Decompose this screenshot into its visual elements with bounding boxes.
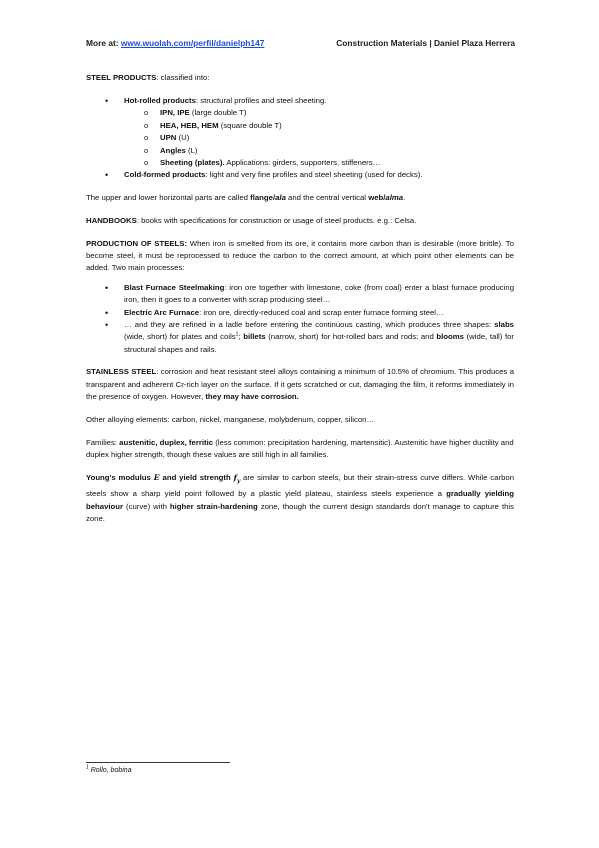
list-item: • … and they are refined in a ladle before entering the continuous casting, which produces three shapes: slabs (wide, short) for plates and coils$^1$; billets (narrow, short) for hot-rolled bars and rods; and blooms (wide, tall) for structural shapes and rails. [86, 319, 514, 356]
flange-paragraph: The upper and lower horizontal parts are called flange/ala and the central vertical web/alma. [86, 192, 406, 202]
list-item: • Blast Furnace Steelmaking: iron ore together with limestone, coke (from coal) enter a blast furnace producing iron, then it goes to a converter with scrap producing steel… [86, 282, 514, 307]
sub-list-item: o HEA, HEB, HEM (square double T) [86, 120, 514, 132]
main-content [86, 72, 514, 536]
footnote [86, 764, 132, 774]
production-paragraph: PRODUCTION OF STEELS: When iron is smelted from its ore, it contains more carbon than is desirable (more brittle). To become steel, it must be reprocessed to reduce the carbon to the correct amount, at which point other elements can be added. Two main processes: [86, 238, 514, 273]
families-paragraph: Families: austenitic, duplex, ferritic (less common: precipitation hardening, martensitic). Austenitic have higher ductility and duplex higher strength, though these values are still high in all families. [86, 437, 514, 460]
sub-list-item: o Angles (L) [86, 145, 514, 157]
alloying-paragraph: Other alloying elements: carbon, nickel, manganese, molybdenum, copper, silicon… [86, 414, 375, 424]
list-item: • Electric Arc Furnace: iron ore, directly-reduced coal and scrap enter furnace forming steel… [86, 307, 514, 319]
sub-list-item: o Sheeting (plates). Applications: girders, supporters, stiffeners… [86, 157, 514, 169]
page-header [86, 38, 515, 48]
youngs-paragraph: Young's modulus E and yield strength $f_y$ are similar to carbon steels, but their strain-stress curve differs. While carbon steels show a sharp yield point followed by a plastic yield plateau, stainless steels experience a gradually yielding behaviour (curve) with higher strain-hardening zone, though the current design standards don't manage to capture this zone. [86, 473, 515, 523]
header-title: Construction Materials | Daniel Plaza Herrera [336, 38, 515, 48]
more-at-label: More at: [86, 38, 121, 48]
footnote-divider [86, 762, 230, 763]
sub-list-item: o IPN, IPE (large double T) [86, 107, 514, 119]
footnote-text: Rollo, bobina [88, 767, 132, 774]
footnote-ref[interactable]: 1 [235, 331, 239, 338]
handbooks-paragraph: HANDBOOKS: books with specifications for construction or usage of steel products. e.g.: Celsa. [86, 215, 417, 225]
list-item: • Hot-rolled products: structural profiles and steel sheeting. [86, 95, 514, 107]
steel-products-list [86, 95, 514, 182]
profile-link[interactable]: www.wuolah.com/perfil/danielph147 [120, 38, 265, 48]
stainless-paragraph: STAINLESS STEEL: corrosion and heat resistant steel alloys containing a minimum of 10.5% of chromium. This produces a transparent and adherent Cr-rich layer on the surface. If it gets scratched or cut, damaging the film, it reforms immediately in the presence of oxygen. However, they may have corrosion. [86, 367, 514, 402]
production-list [86, 282, 514, 356]
steel-products-heading: STEEL PRODUCTS: classified into: [86, 73, 210, 82]
sub-list-item: o UPN (U) [86, 132, 514, 144]
list-item: • Cold-formed products: light and very fine profiles and steel sheeting (used for decks). [86, 169, 514, 181]
footnote-number: 1 [86, 764, 89, 771]
